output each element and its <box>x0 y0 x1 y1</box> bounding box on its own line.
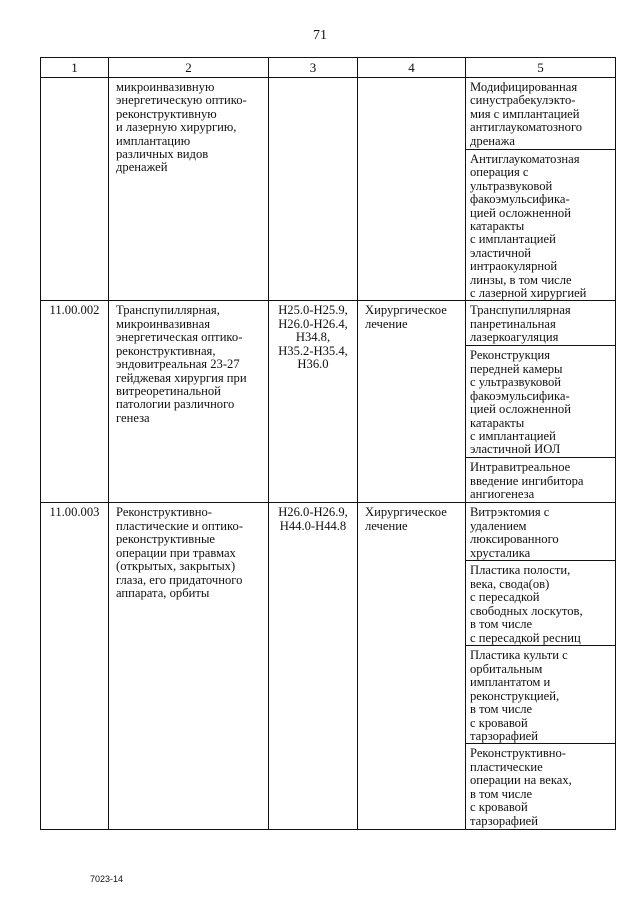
cell-text-line: пластические и оптико- <box>116 518 244 533</box>
cell-text-line: с имплантацией <box>470 232 556 247</box>
cell-text-line: дренажей <box>116 160 168 175</box>
cell-text-line: линзы, в том числе <box>470 272 572 287</box>
row-icd-codes <box>269 503 358 830</box>
row-code: 11.00.003 <box>41 503 109 830</box>
row-method <box>466 744 616 830</box>
cell-text-line: имплантатом и <box>470 675 551 690</box>
cell-text-line: века, свода(ов) <box>470 576 550 591</box>
cell-text-line: катаракты <box>470 415 525 430</box>
row-icd-codes <box>269 78 358 301</box>
cell-text-line: и лазерную хирургию, <box>116 120 237 135</box>
cell-text-line: энергетическую оптико- <box>116 93 247 108</box>
cell-text-line: цией осложненной <box>470 402 571 417</box>
table-row <box>41 78 616 150</box>
cell-text-line: факоэмульсифика- <box>470 192 570 207</box>
column-header: 3 <box>269 58 358 78</box>
row-treatment-kind <box>358 503 466 830</box>
cell-text-line: люксированного <box>470 532 559 547</box>
cell-text-line: катаракты <box>470 219 525 234</box>
cell-text-line: эндовитреальная 23-27 <box>116 357 240 372</box>
cell-text-line: витреоретинальной <box>116 383 221 398</box>
row-method <box>466 458 616 503</box>
cell-text-line: с лазерной хирургией <box>470 286 587 301</box>
row-method <box>466 346 616 458</box>
cell-text-line: свободных лоскутов, <box>470 603 583 618</box>
cell-text-line: реконструкцией, <box>470 688 560 703</box>
cell-text-line: аппарата, орбиты <box>116 585 210 600</box>
cell-text-line: ультразвуковой <box>470 178 553 193</box>
cell-text-line: мия с имплантацией <box>470 106 580 121</box>
table-header-row <box>41 58 616 78</box>
cell-text-line: лечение <box>365 316 408 331</box>
cell-text-line: реконструктивные <box>116 532 216 547</box>
column-header: 4 <box>358 58 466 78</box>
cell-text-line: с имплантацией <box>470 428 556 443</box>
cell-text-line: цией осложненной <box>470 205 571 220</box>
row-method <box>466 503 616 561</box>
cell-text-line: в том числе <box>470 702 533 717</box>
cell-text-line: энергетическая оптико- <box>116 330 243 345</box>
column-header: 2 <box>109 58 269 78</box>
row-method <box>466 150 616 301</box>
cell-text-line: интраокулярной <box>470 259 558 274</box>
cell-text-line: с кровавой <box>470 800 528 815</box>
cell-text-line: Антиглаукоматозная <box>470 152 580 166</box>
cell-text-line: хрусталика <box>470 545 531 560</box>
cell-text-line: реконструктивная, <box>116 343 216 358</box>
cell-text-line: различных видов <box>116 147 209 162</box>
row-description <box>109 503 269 830</box>
cell-text-line: Интравитреальное <box>470 460 571 475</box>
column-header: 5 <box>466 58 616 78</box>
cell-text-line: антиглаукоматозного <box>470 120 583 135</box>
procedures-table <box>40 57 616 830</box>
cell-text-line: пластические <box>470 759 543 774</box>
cell-text-line: H25.0-H25.9, <box>278 303 348 318</box>
table-row <box>41 301 616 346</box>
cell-text-line: операция с <box>470 165 529 180</box>
cell-text-line: орбитальным <box>470 661 543 676</box>
cell-text-line: ангиогенеза <box>470 487 535 502</box>
cell-text-line: H26.0-H26.4, <box>278 316 348 331</box>
cell-text-line: глаза, его придаточного <box>116 572 243 587</box>
cell-text-line: панретинальная <box>470 316 556 331</box>
footer-document-code: 7023-14 <box>90 874 124 884</box>
cell-text-line: Реконструктивно- <box>116 505 212 520</box>
cell-text-line: операции при травмах <box>116 545 236 560</box>
row-code: 11.00.002 <box>41 301 109 503</box>
cell-text-line: в том числе <box>470 617 533 632</box>
cell-text-line: микроинвазивную <box>116 80 215 94</box>
cell-text-line: операции на веках, <box>470 773 572 788</box>
cell-text-line: патологии различного <box>116 397 235 412</box>
cell-text-line: гейджевая хирургия при <box>116 370 247 385</box>
cell-text-line: эластичной ИОЛ <box>470 442 561 457</box>
cell-text-line: синустрабекулэкто- <box>470 93 576 108</box>
cell-text-line: H26.0-H26.9, <box>278 505 348 520</box>
cell-text-line: Реконструкция <box>470 348 551 363</box>
cell-text-line: H36.0 <box>297 357 329 372</box>
cell-text-line: H35.2-H35.4, <box>278 343 348 358</box>
cell-text-line: дренажа <box>470 133 515 148</box>
cell-text-line: лазеркоагуляция <box>470 330 559 345</box>
cell-text-line: тарзорафией <box>470 813 539 828</box>
column-header: 1 <box>41 58 109 78</box>
cell-text-line: Хирургическое <box>365 303 447 318</box>
cell-text-line: Реконструктивно- <box>470 746 566 761</box>
cell-text-line: микроинвазивная <box>116 316 211 331</box>
cell-text-line: Транспупиллярная <box>470 303 571 318</box>
cell-text-line: введение ингибитора <box>470 473 584 488</box>
row-description <box>109 301 269 503</box>
page-number: 71 <box>313 28 327 43</box>
cell-text-line: Пластика полости, <box>470 563 571 578</box>
table-row <box>41 503 616 561</box>
cell-text-line: имплантацию <box>116 133 191 148</box>
cell-text-line: в том числе <box>470 786 533 801</box>
cell-text-line: с пересадкой ресниц <box>470 630 581 645</box>
cell-text-line: тарзорафией <box>470 728 539 743</box>
cell-text-line: генеза <box>116 410 150 425</box>
row-icd-codes <box>269 301 358 503</box>
cell-text-line: факоэмульсифика- <box>470 388 570 403</box>
cell-text-line: с кровавой <box>470 715 528 730</box>
cell-text-line: удалением <box>470 518 527 533</box>
cell-text-line: Хирургическое <box>365 505 447 520</box>
cell-text-line: Транспупиллярная, <box>116 303 220 318</box>
row-method <box>466 301 616 346</box>
row-code <box>41 78 109 301</box>
cell-text-line: (открытых, закрытых) <box>116 559 236 574</box>
cell-text-line: передней камеры <box>470 361 563 376</box>
row-method <box>466 78 616 150</box>
row-treatment-kind <box>358 301 466 503</box>
cell-text-line: Витрэктомия с <box>470 505 550 520</box>
cell-text-line: реконструктивную <box>116 106 217 121</box>
cell-text-line: эластичной <box>470 245 531 260</box>
cell-text-line: Модифицированная <box>470 80 578 94</box>
row-method <box>466 646 616 744</box>
cell-text-line: H44.0-H44.8 <box>279 518 347 533</box>
row-treatment-kind <box>358 78 466 301</box>
row-method <box>466 561 616 646</box>
cell-text-line: H34.8, <box>295 330 331 345</box>
row-description <box>109 78 269 301</box>
cell-text-line: лечение <box>365 518 408 533</box>
cell-text-line: с ультразвуковой <box>470 375 562 390</box>
cell-text-line: Пластика культи с <box>470 648 568 663</box>
cell-text-line: с пересадкой <box>470 590 540 605</box>
